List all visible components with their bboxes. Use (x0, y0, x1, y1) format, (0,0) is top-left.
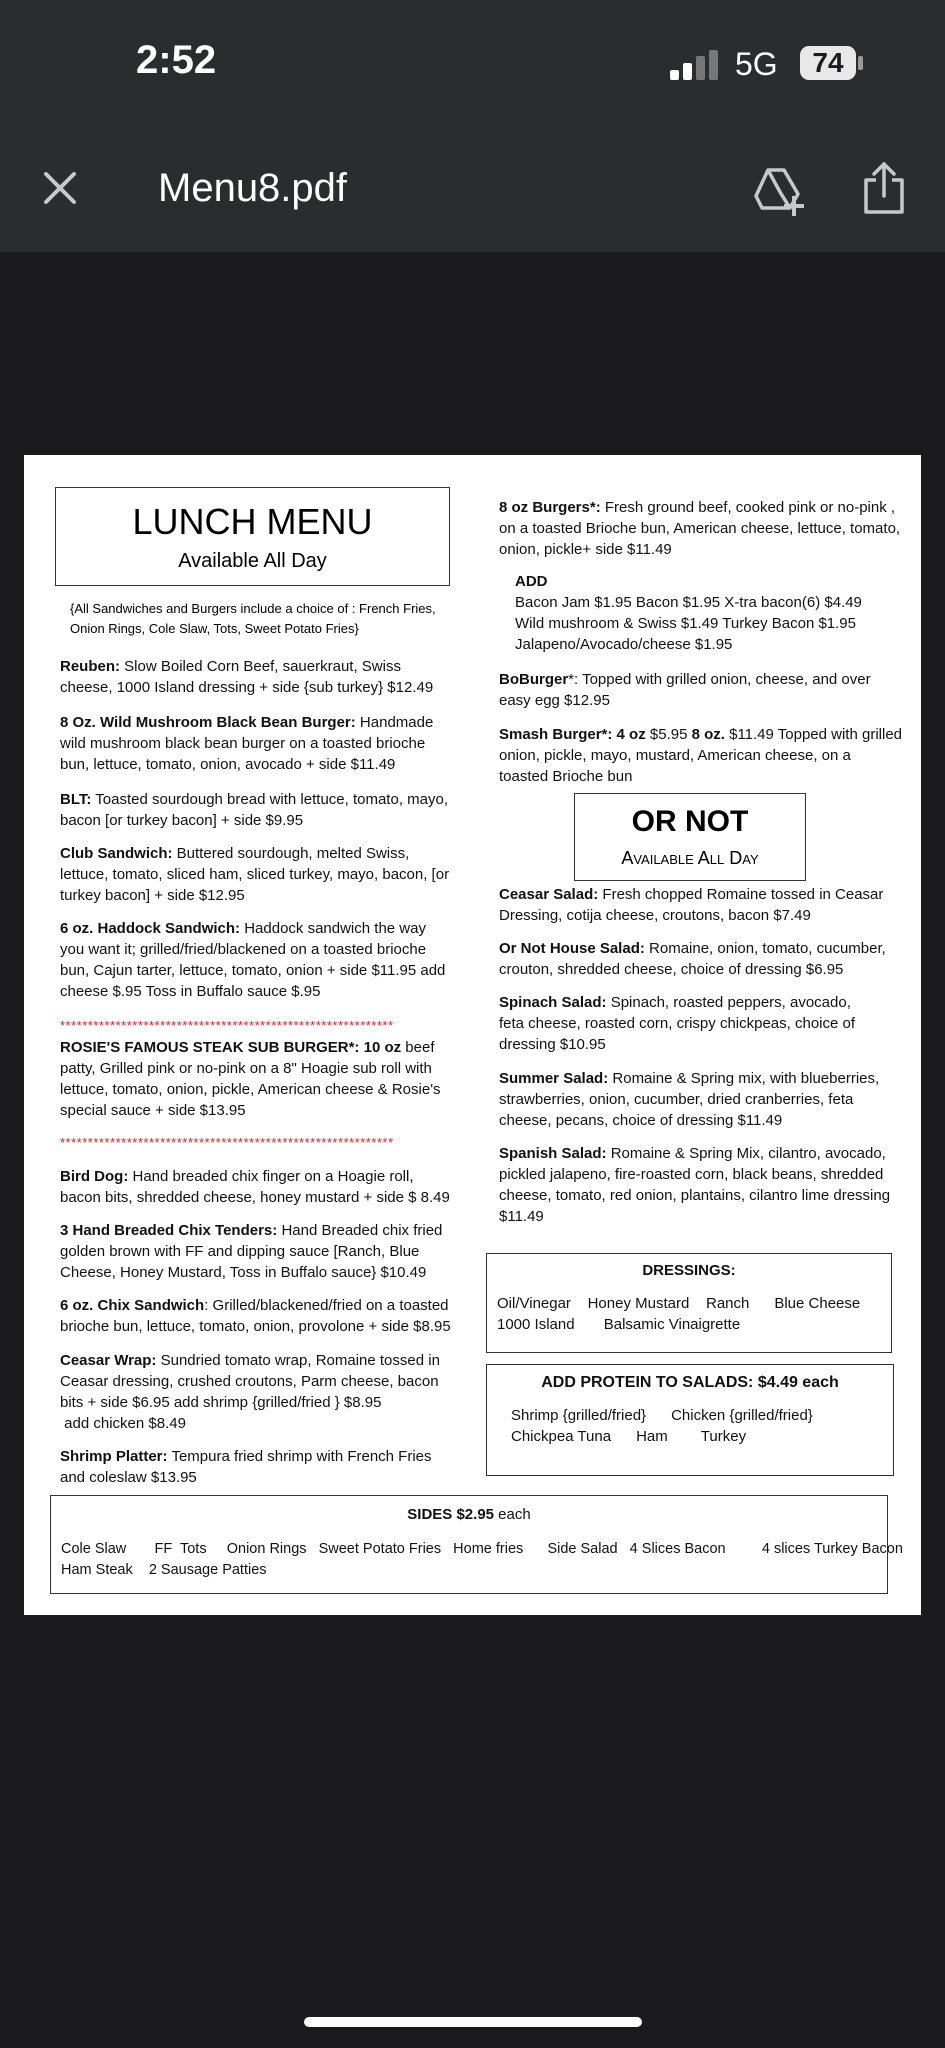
close-icon[interactable] (40, 168, 80, 208)
menu-item-spanish-salad: Spanish Salad: Romaine & Spring Mix, cilantro, avocado, pickled jalapeno, fire-roasted corn, black beans, shredded cheese, tomato, red onion, plantains, cilantro lime dressing $11.49 (499, 1145, 891, 1225)
menu-item-boburger: BoBurger*: Topped with grilled onion, cheese, and over easy egg $12.95 (499, 671, 871, 709)
lunch-menu-header (55, 487, 450, 586)
menu-item-summer-salad: Summer Salad: Romaine & Spring mix, with blueberries, strawberries, onion, cucumber, dried cranberries, feta cheese, pecans, choice of dressing $11.49 (499, 1070, 880, 1129)
battery-icon: 74 (800, 46, 856, 80)
protein-box (486, 1364, 894, 1476)
sides-title: SIDES $2.95 each (407, 1506, 531, 1523)
menu-item-smash-burger: Smash Burger*: 4 oz $5.95 8 oz. $11.49 Topped with grilled onion, pickle, mayo, mustard, American cheese, on a toasted Brioche bun (499, 726, 903, 785)
menu-item-shrimp-platter: Shrimp Platter: Tempura fried shrimp with French Fries and coleslaw $13.95 (60, 1448, 432, 1486)
document-title: Menu8.pdf (158, 166, 348, 210)
menu-item-ceasar-wrap: Ceasar Wrap: Sundried tomato wrap, Romaine tossed in Ceasar dressing, crushed croutons, Parm cheese, bacon bits + side $6.95 add shrimp {grilled/fried } $8.95 add chicken $8.49 (60, 1352, 440, 1432)
menu-item-8oz-burgers: 8 oz Burgers*: Fresh ground beef, cooked pink or no-pink , on a toasted Brioche bun, American cheese, lettuce, tomato, onion, pickle+ side $11.49 (499, 499, 901, 558)
menu-item-ceasar-salad: Ceasar Salad: Fresh chopped Romaine tossed in Ceasar Dressing, cotija cheese, croutons, bacon $7.49 (499, 886, 884, 924)
menu-item-haddock: 6 oz. Haddock Sandwich: Haddock sandwich the way you want it; grilled/fried/blackened on a toasted brioche bun, Cajun tarter, lettuce, tomato, onion + side $11.95 add cheese $.95 Toss in Buffalo sauce $.95 (60, 920, 446, 1000)
dressings-line-2: 1000 Island Balsamic Vinaigrette (497, 1316, 741, 1333)
status-time: 2:52 (136, 38, 217, 82)
menu-item-chix-tenders: 3 Hand Breaded Chix Tenders: Hand Breaded chix fried golden brown with FF and dipping sauce [Ranch, Blue Cheese, Honey Mustard, Toss in Buffalo sauce} $10.49 (60, 1222, 443, 1281)
protein-line-2: Chickpea Tuna Ham Turkey (511, 1428, 747, 1445)
sides-line-1: Cole Slaw FF Tots Onion Rings Sweet Potato Fries Home fries Side Salad 4 Slices Bacon 4 slices Turkey Bacon (61, 1541, 903, 1557)
pdf-page[interactable] (24, 455, 921, 1615)
burger-add-ons: ADD Bacon Jam $1.95 Bacon $1.95 X-tra bacon(6) $4.49 Wild mushroom & Swiss $1.49 Turkey Bacon $1.95 Jalapeno/Avocado/cheese $1.95 (515, 573, 862, 653)
signal-icon (670, 50, 718, 80)
menu-item-rosie-burger: ROSIE'S FAMOUS STEAK SUB BURGER*: 10 oz beef patty, Grilled pink or no-pink on a 8" Hoagie sub roll with lettuce, tomato, onion, pickle, American cheese & Rosie's special sauce + side $13.95 (60, 1039, 441, 1119)
or-not-title: OR NOT (631, 805, 749, 838)
or-not-header (574, 793, 806, 881)
menu-item-chix-sandwich: 6 oz. Chix Sandwich: Grilled/blackened/fried on a toasted brioche bun, lettuce, tomato, onion, provolone + side $8.95 (60, 1297, 451, 1335)
menu-item-bird-dog: Bird Dog: Hand breaded chix finger on a Hoagie roll, bacon bits, shredded cheese, honey mustard + side $ 8.49 (60, 1168, 450, 1206)
menu-item-blt: BLT: Toasted sourdough bread with lettuce, tomato, mayo, bacon [or turkey bacon] + side $9.95 (60, 791, 449, 829)
menu-item-spinach-salad: Spinach Salad: Spinach, roasted peppers, avocado, feta cheese, roasted corn, crispy chickpeas, choice of dressing $10.95 (499, 994, 856, 1053)
app-bar (0, 0, 945, 252)
dressings-line-1: Oil/Vinegar Honey Mustard Ranch Blue Cheese (497, 1295, 861, 1312)
menu-item-mushroom-burger: 8 Oz. Wild Mushroom Black Bean Burger: Handmade wild mushroom black bean burger on a toasted brioche bun, lettuce, tomato, onion, avocado + side $11.49 (60, 714, 434, 773)
dressings-box (486, 1253, 892, 1353)
sides-line-2: Ham Steak 2 Sausage Patties (61, 1562, 267, 1578)
network-label: 5G (735, 46, 778, 82)
protein-title: ADD PROTEIN TO SALADS: $4.49 each (541, 1374, 839, 1391)
menu-item-house-salad: Or Not House Salad: Romaine, onion, tomato, cucumber, crouton, shredded cheese, choice of dressing $6.95 (499, 940, 886, 978)
sides-box (50, 1495, 903, 1594)
battery-cap (858, 56, 863, 70)
or-not-subtitle: Available All Day (621, 848, 759, 868)
add-to-drive-icon[interactable] (750, 162, 806, 218)
menu-subtitle: Available All Day (178, 550, 327, 572)
sides-note: {All Sandwiches and Burgers include a choice of : French Fries, Onion Rings, Cole Slaw, Tots, Sweet Potato Fries} (70, 601, 436, 636)
share-icon[interactable] (862, 160, 906, 216)
star-divider: ************************************************************ (60, 1136, 394, 1149)
home-indicator[interactable] (304, 2017, 642, 2027)
menu-item-club: Club Sandwich: Buttered sourdough, melted Swiss, lettuce, tomato, sliced ham, sliced turkey, mayo, bacon, [or turkey bacon] + side $12.95 (60, 845, 450, 904)
menu-item-reuben: Reuben: Slow Boiled Corn Beef, sauerkraut, Swiss cheese, 1000 Island dressing + side {sub turkey} $12.49 (60, 658, 434, 696)
dressings-title: DRESSINGS: (642, 1262, 736, 1279)
star-divider: ************************************************************ (60, 1019, 394, 1032)
protein-line-1: Shrimp {grilled/fried} Chicken {grilled/fried} (511, 1407, 813, 1424)
menu-title: LUNCH MENU (132, 501, 373, 542)
